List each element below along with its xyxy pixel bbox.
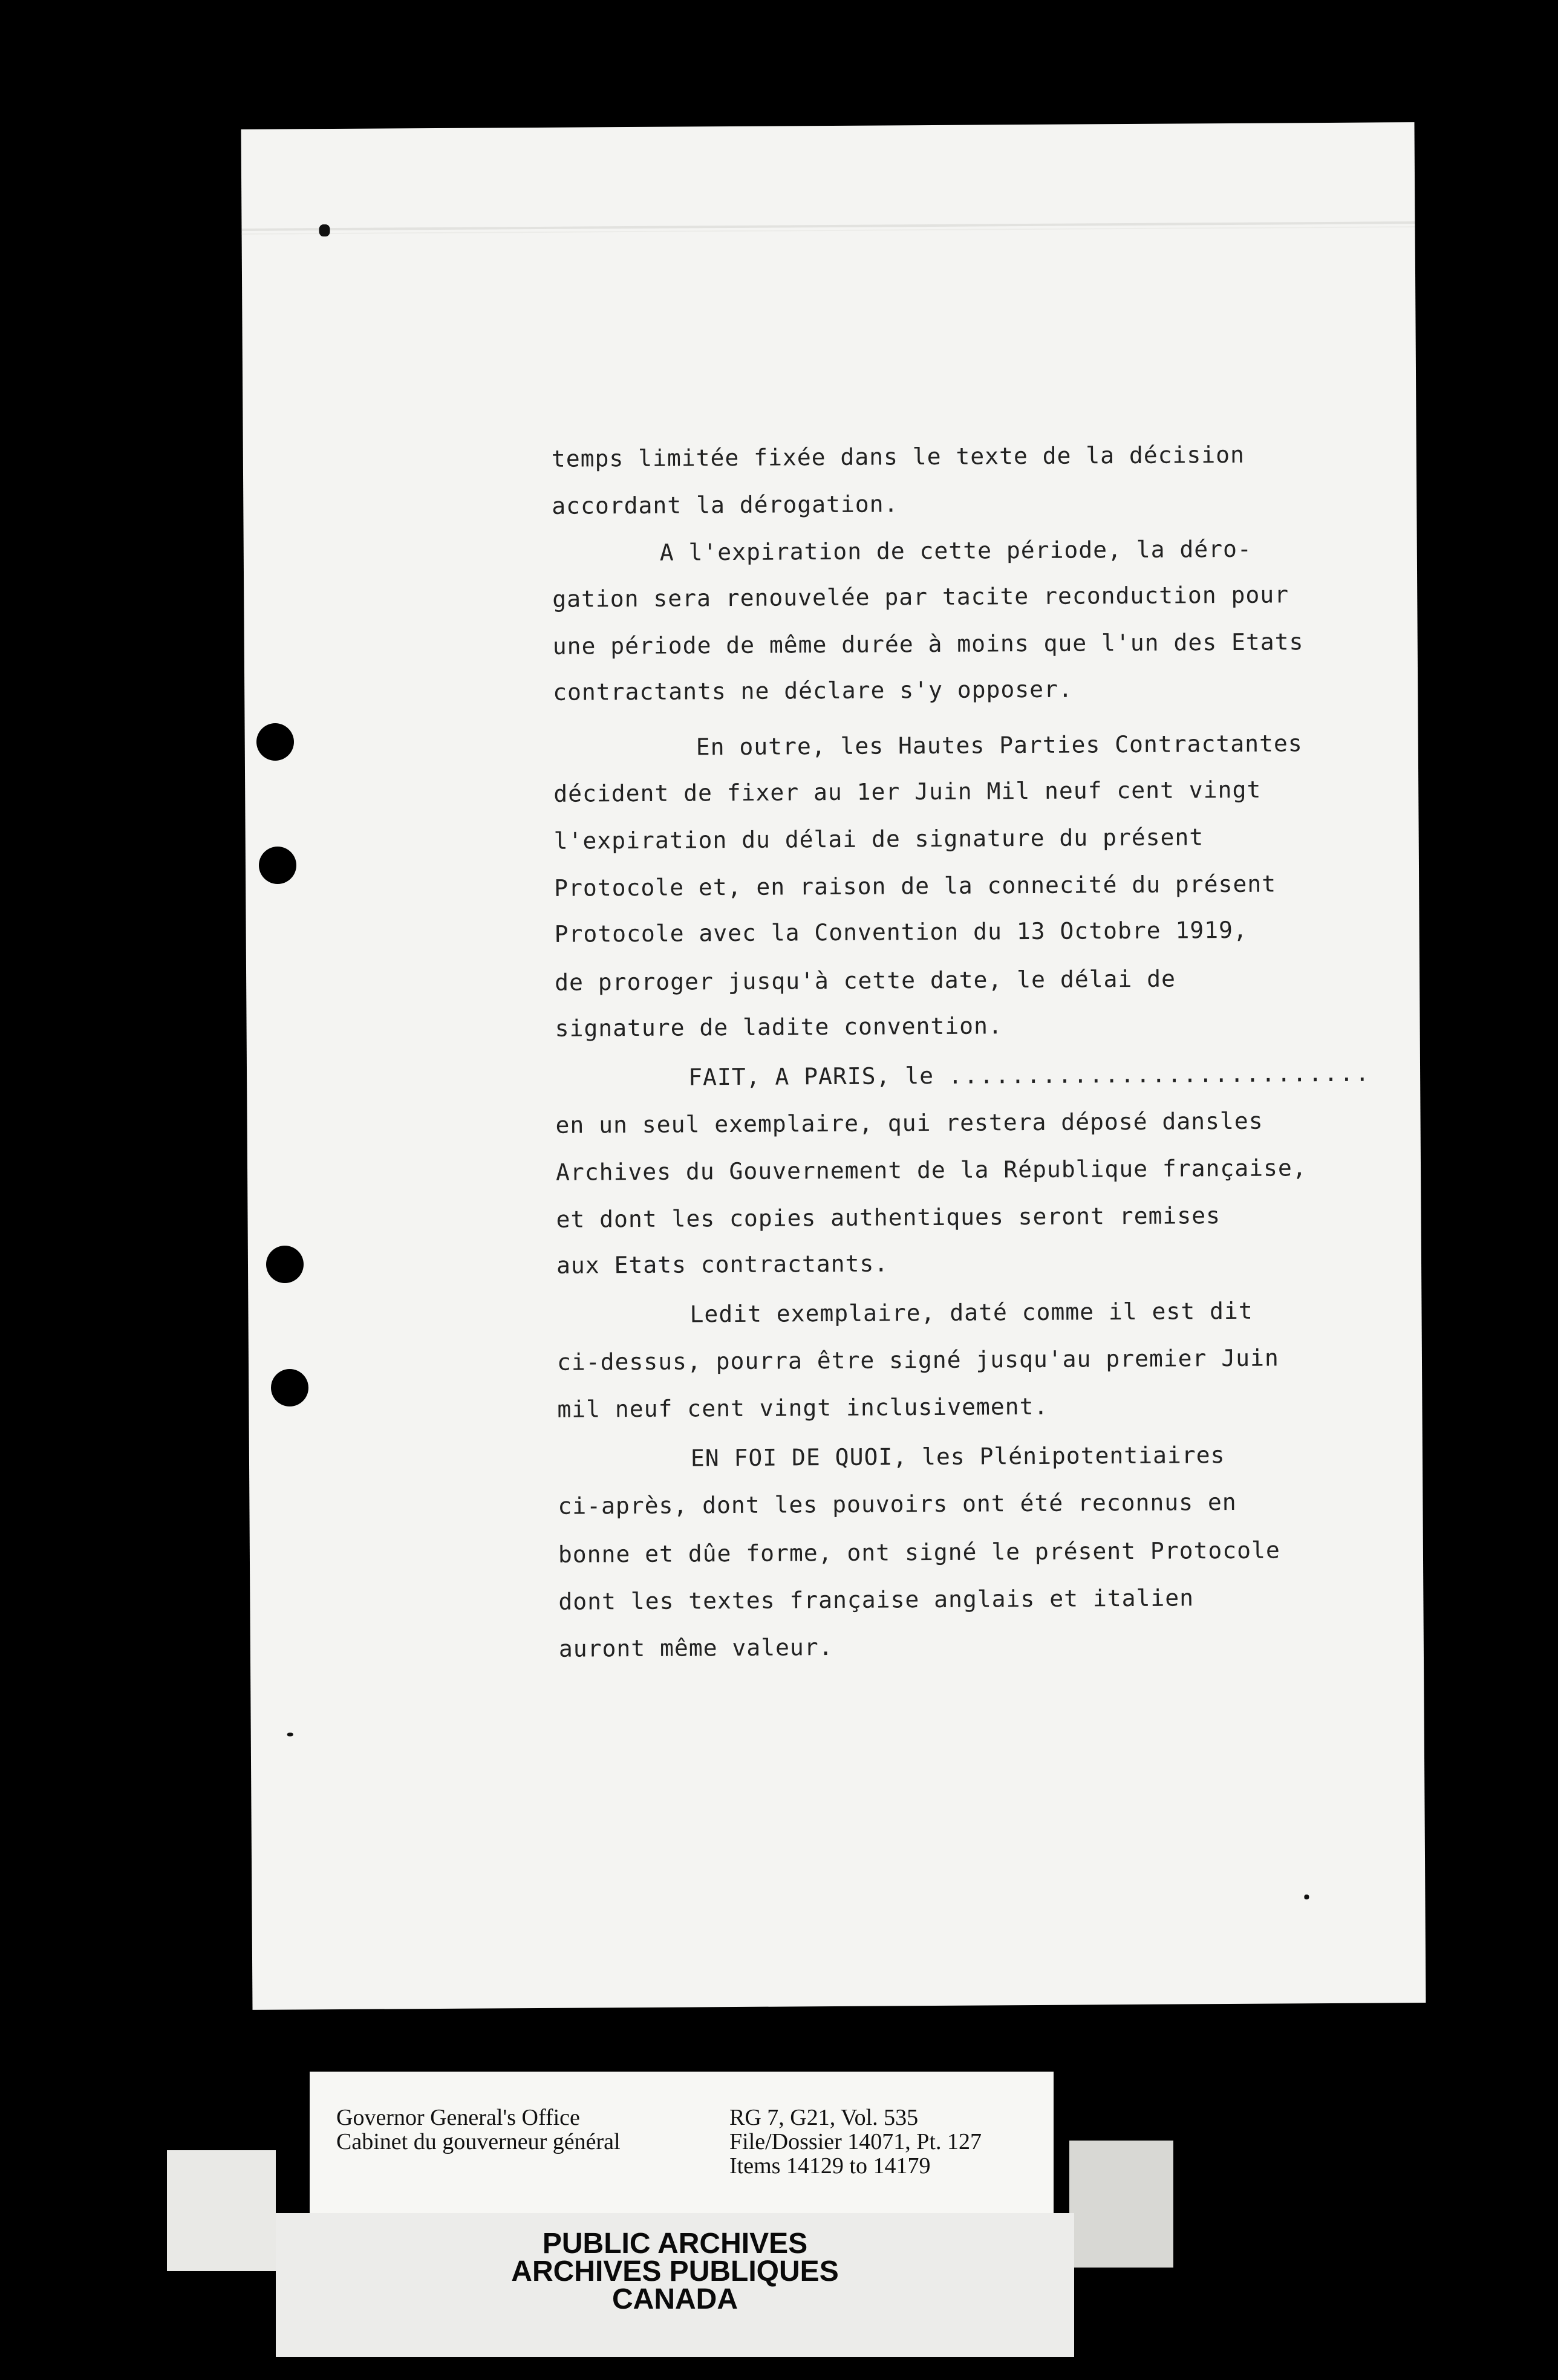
- text-line: A l'expiration de cette période, la déro-: [659, 535, 1252, 566]
- document-page: [241, 122, 1426, 2010]
- text-line: Protocole et, en raison de la connecité du présent: [554, 870, 1277, 902]
- text-line: contractants ne déclare s'y opposer.: [553, 675, 1073, 706]
- text-line: EN FOI DE QUOI, les Plénipotentiaires: [690, 1442, 1225, 1472]
- text-line: Protocole avec la Convention du 13 Octobre 1919,: [554, 916, 1248, 948]
- text-line: Ledit exemplaire, daté comme il est dit: [689, 1297, 1253, 1328]
- text-line: ci-après, dont les pouvoirs ont été reconnus en: [558, 1488, 1237, 1520]
- archive-label: [310, 2072, 1054, 2223]
- text-line: et dont les copies authentiques seront remises: [556, 1202, 1221, 1233]
- text-line: une période de même durée à moins que l'un des Etats: [552, 628, 1304, 660]
- stamp-line-2: ARCHIVES PUBLIQUES: [511, 2255, 839, 2287]
- text-line: bonne et dûe forme, ont signé le présent Protocole: [558, 1536, 1280, 1568]
- date-blank: ...........................: [948, 1059, 1371, 1089]
- text-line: signature de ladite convention.: [555, 1012, 1003, 1042]
- punch-hole: [256, 723, 294, 761]
- stamp-line-3: CANADA: [612, 2283, 738, 2315]
- text-line: décident de fixer au 1er Juin Mil neuf cent vingt: [553, 776, 1262, 807]
- punch-hole: [259, 847, 296, 884]
- folder-tab-right: [1069, 2141, 1173, 2268]
- label-file: File/Dossier 14071, Pt. 127: [729, 2129, 982, 2154]
- text-line: l'expiration du délai de signature du présent: [553, 824, 1204, 854]
- date-line-label: FAIT, A PARIS, le: [688, 1062, 934, 1091]
- ink-mark: [287, 1732, 293, 1736]
- punch-hole: [271, 1369, 308, 1406]
- ink-mark: [319, 224, 330, 236]
- label-record-group: RG 7, G21, Vol. 535: [729, 2105, 919, 2130]
- text-line: accordant la dérogation.: [552, 490, 899, 519]
- text-line: de proroger jusqu'à cette date, le délai de: [555, 965, 1176, 996]
- text-line: Archives du Gouvernement de la République française,: [555, 1154, 1307, 1186]
- label-office-fr: Cabinet du gouverneur général: [336, 2129, 621, 2154]
- label-office-en: Governor General's Office: [336, 2105, 580, 2130]
- text-line: mil neuf cent vingt inclusivement.: [557, 1393, 1049, 1423]
- text-line: en un seul exemplaire, qui restera déposé dansles: [555, 1107, 1263, 1139]
- stamp-line-1: PUBLIC ARCHIVES: [542, 2228, 808, 2260]
- text-line: dont les textes française anglais et italien: [558, 1584, 1195, 1615]
- text-line: gation sera renouvelée par tacite reconduction pour: [552, 581, 1289, 613]
- archives-stamp: [276, 2213, 1074, 2357]
- punch-hole: [266, 1246, 304, 1283]
- ink-mark: [1304, 1894, 1309, 1899]
- typed-text: [241, 122, 1415, 1662]
- date-line: [688, 1060, 1371, 1091]
- text-line: En outre, les Hautes Parties Contractantes: [696, 730, 1303, 761]
- label-items: Items 14129 to 14179: [729, 2153, 931, 2179]
- text-line: auront même valeur.: [558, 1634, 833, 1662]
- text-line: aux Etats contractants.: [556, 1250, 889, 1279]
- folder-tab-left: [167, 2150, 276, 2271]
- text-line: temps limitée fixée dans le texte de la décision: [551, 441, 1245, 472]
- text-line: ci-dessus, pourra être signé jusqu'au premier Juin: [556, 1344, 1280, 1376]
